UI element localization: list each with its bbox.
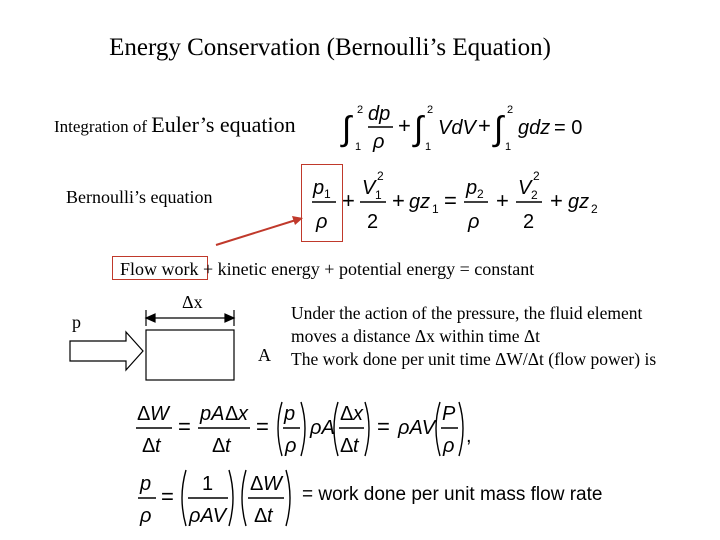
bernoulli-label: Bernoulli’s equation — [66, 187, 213, 207]
svg-text:2: 2 — [591, 202, 598, 216]
euler-label-prefix: Integration of — [54, 117, 152, 136]
desc-line-2: moves a distance Δx within time Δt — [291, 326, 540, 346]
energy-balance-rest: + kinetic energy + potential energy = constant — [198, 259, 535, 279]
svg-text:=: = — [256, 414, 269, 439]
svg-text:Δ: Δ — [225, 403, 239, 425]
svg-text:1: 1 — [324, 187, 331, 201]
svg-text:1: 1 — [355, 141, 362, 153]
pressure-label: p — [72, 312, 81, 332]
svg-text:+: + — [392, 188, 405, 213]
svg-text:1: 1 — [505, 141, 512, 153]
svg-text:= 0: = 0 — [554, 117, 583, 139]
svg-text:Δ: Δ — [250, 473, 264, 495]
svg-text:+: + — [496, 188, 509, 213]
svg-text:∫: ∫ — [494, 110, 504, 148]
svg-text:ρ: ρ — [140, 505, 152, 527]
area-label: A — [258, 345, 271, 365]
svg-text:ρAV: ρAV — [398, 417, 436, 439]
svg-text:+: + — [550, 188, 563, 213]
svg-text:W: W — [263, 473, 282, 495]
svg-text:1: 1 — [375, 188, 382, 202]
flow-work-text: Flow work — [120, 259, 199, 279]
svg-text:∫: ∫ — [342, 110, 352, 148]
svg-text:,: , — [466, 425, 472, 447]
pressure-arrow — [70, 332, 143, 370]
svg-text:2: 2 — [477, 187, 484, 201]
svg-text:1: 1 — [202, 473, 214, 495]
svg-text:p: p — [313, 177, 325, 199]
svg-text:2: 2 — [531, 188, 538, 202]
svg-text:2: 2 — [523, 211, 535, 233]
svg-text:ρA: ρA — [310, 417, 335, 439]
delta-x-label: Δx — [182, 292, 203, 312]
svg-text:2: 2 — [377, 169, 384, 183]
svg-text:+: + — [478, 113, 491, 138]
fluid-element-box — [146, 330, 234, 380]
svg-text:p: p — [466, 177, 478, 199]
svg-text:ρAV: ρAV — [189, 505, 227, 527]
svg-text:ρ: ρ — [285, 435, 297, 457]
slide-title: Energy Conservation (Bernoulli’s Equation) — [109, 34, 551, 61]
svg-text:P: P — [442, 403, 456, 425]
svg-text:2: 2 — [507, 104, 514, 116]
svg-text:Δ: Δ — [212, 435, 226, 457]
svg-text:V: V — [518, 177, 532, 199]
svg-text:dp: dp — [368, 103, 391, 125]
svg-text:+: + — [342, 188, 355, 213]
flow-power-equation — [134, 394, 474, 464]
svg-text:=: = — [444, 188, 457, 213]
svg-text:2: 2 — [533, 169, 540, 183]
svg-text:x: x — [238, 403, 248, 425]
svg-text:Δ: Δ — [340, 403, 354, 425]
svg-text:gdz: gdz — [518, 117, 551, 139]
svg-text:Δ: Δ — [340, 435, 354, 457]
svg-text:1: 1 — [425, 141, 432, 153]
svg-text:V: V — [362, 177, 376, 199]
svg-text:p: p — [140, 473, 152, 495]
svg-text:=: = — [161, 484, 174, 509]
desc-line-3: The work done per unit time ΔW/Δt (flow power) is — [291, 349, 657, 369]
svg-text:=: = — [178, 414, 191, 439]
svg-text:∫: ∫ — [414, 110, 424, 148]
svg-text:Δ: Δ — [137, 403, 151, 425]
svg-text:ρ: ρ — [443, 435, 455, 457]
svg-text:VdV: VdV — [438, 117, 476, 139]
svg-text:1: 1 — [432, 202, 439, 216]
svg-text:ρ: ρ — [373, 131, 385, 153]
svg-text:Δ: Δ — [142, 435, 156, 457]
svg-text:t: t — [225, 435, 231, 457]
svg-text:2: 2 — [367, 211, 379, 233]
svg-text:2: 2 — [357, 104, 364, 116]
euler-label-main: Euler’s equation — [151, 112, 296, 137]
svg-text:Δ: Δ — [254, 505, 268, 527]
work-per-mass-flow-equation — [134, 466, 314, 528]
svg-text:t: t — [353, 435, 359, 457]
mass-flow-rate-text: = work done per unit mass flow rate — [302, 484, 603, 505]
svg-text:x: x — [353, 403, 363, 425]
svg-text:gz: gz — [409, 191, 431, 213]
svg-text:ρ: ρ — [316, 211, 328, 233]
svg-text:t: t — [267, 505, 273, 527]
flow-power-description — [291, 302, 656, 371]
svg-text:pA: pA — [200, 403, 225, 425]
delta-x-dimension — [146, 310, 234, 326]
svg-text:+: + — [398, 113, 411, 138]
svg-text:=: = — [377, 414, 390, 439]
svg-text:2: 2 — [427, 104, 434, 116]
svg-text:t: t — [155, 435, 161, 457]
svg-text:ρ: ρ — [468, 211, 480, 233]
svg-text:p: p — [284, 403, 296, 425]
svg-text:W: W — [150, 403, 169, 425]
svg-text:gz: gz — [568, 191, 590, 213]
desc-line-1: Under the action of the pressure, the fluid element — [291, 303, 643, 323]
